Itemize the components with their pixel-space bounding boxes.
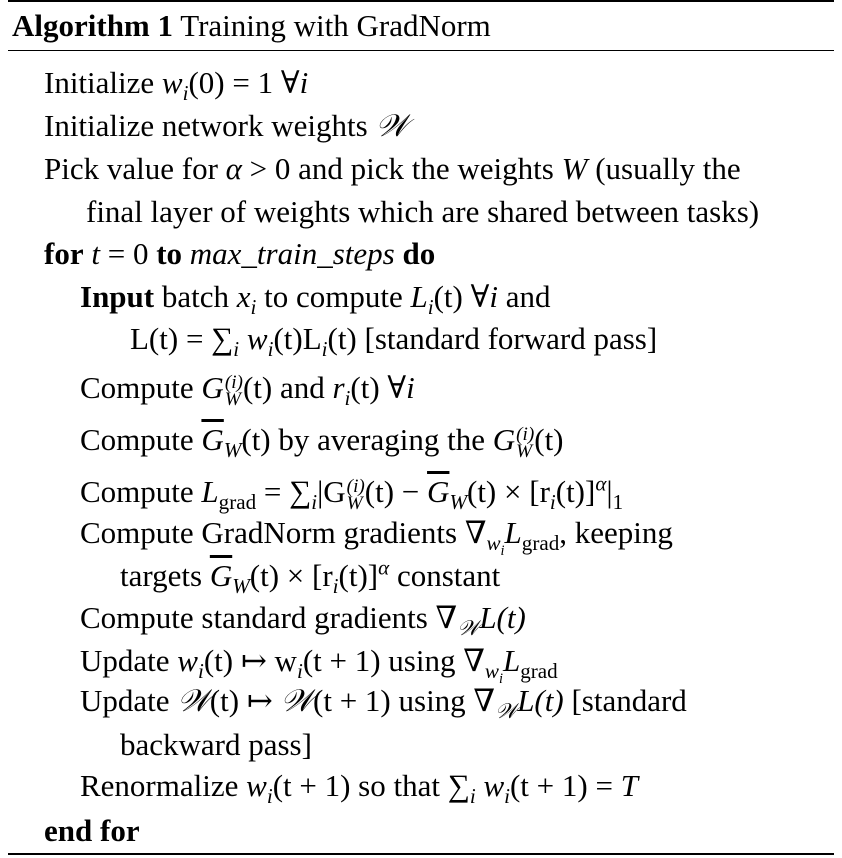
math: i (299, 65, 309, 100)
math-supsub (516, 423, 535, 462)
algorithm-caption (12, 10, 491, 41)
math-sub: 𝒲 (457, 615, 480, 641)
math-sub: i (266, 784, 273, 809)
math: (t) (534, 422, 564, 457)
text: > 0 and pick the weights (241, 151, 562, 186)
math-sub: w (486, 531, 501, 556)
math-sup: (i) (224, 371, 243, 393)
math: $\overline{G}$ (201, 422, 224, 457)
text: Renormalize (80, 768, 247, 803)
math-sub: W (224, 388, 241, 410)
math-sub: W (449, 490, 467, 515)
math: max_train_steps (182, 236, 403, 271)
math: G (201, 370, 224, 405)
algo-line-13 (80, 600, 526, 641)
algo-line-8 (80, 370, 415, 411)
top-rule (8, 0, 834, 2)
math: W (561, 151, 588, 186)
text: backward pass] (120, 727, 312, 762)
math: r (332, 370, 345, 405)
math-sub: grad (218, 490, 257, 515)
algo-line-17 (80, 768, 638, 809)
math: w (475, 768, 505, 803)
math: L (201, 474, 219, 509)
math-sub: i (549, 490, 556, 515)
math: 𝒲 (375, 108, 408, 144)
math-sub: i (311, 490, 318, 515)
math: (t) ↦ w (203, 643, 297, 678)
math: L(t) = ∑ (130, 321, 234, 356)
text: (t) [standard forward pass] (327, 321, 658, 356)
math: i (406, 370, 415, 405)
algo-line-6 (80, 279, 551, 320)
math-sup: (i) (516, 423, 535, 445)
text: batch (154, 279, 237, 314)
math: |G (317, 474, 346, 509)
math: (t) × [r (249, 558, 333, 593)
math: (t + 1) = (509, 768, 621, 803)
keyword: Input (80, 279, 155, 314)
math-sub: grad (520, 659, 558, 684)
math-sub: i (296, 659, 303, 684)
math-sub: i (504, 784, 510, 809)
math: = 0 (99, 236, 157, 271)
text: Update (80, 683, 178, 718)
caption-rule (8, 50, 834, 51)
math: w (161, 65, 183, 100)
math: x (236, 279, 251, 314)
text: Compute standard gradients ∇ (80, 600, 458, 635)
math: | (606, 474, 613, 509)
math: T (620, 768, 638, 803)
text: Compute (80, 422, 202, 457)
math-sub: W (516, 440, 533, 462)
algo-line-9 (80, 422, 564, 463)
algorithm-label: Algorithm 1 (12, 8, 174, 43)
text: Compute (80, 474, 202, 509)
math-sub: 𝒲 (495, 698, 518, 724)
math: (t) ∀ (350, 370, 407, 405)
text: (t) and (242, 370, 333, 405)
text: [standard (563, 683, 687, 718)
math-subsub: i (498, 671, 503, 688)
math: 𝒲 (280, 683, 314, 719)
math-sup: α (595, 471, 607, 496)
math-sub: i (233, 337, 240, 362)
math: = ∑ (256, 474, 312, 509)
math: L(t) (479, 600, 526, 635)
algo-line-1 (44, 65, 309, 106)
math: $\overline{G}$ (427, 474, 450, 509)
math: i (489, 279, 498, 314)
algo-line-18 (44, 815, 140, 846)
math-supsub (346, 475, 365, 514)
math: (t + 1) so that ∑ (272, 768, 470, 803)
math: (0) = 1 ∀ (188, 65, 300, 100)
algo-line-12 (120, 555, 501, 599)
text: Initialize (44, 65, 162, 100)
math-sub: i (197, 659, 204, 684)
keyword: end for (44, 813, 140, 848)
keyword: do (402, 236, 436, 271)
algo-line-16 (120, 729, 312, 760)
text: targets (120, 558, 210, 593)
math: L (410, 279, 428, 314)
math: w (246, 768, 267, 803)
algorithm-title: Training with GradNorm (180, 8, 491, 43)
math: α (225, 151, 242, 186)
math: (t) − (364, 474, 428, 509)
algo-line-3 (44, 153, 741, 184)
math-sub: i (344, 386, 351, 411)
math: G (492, 422, 516, 457)
math: (t)L (273, 321, 322, 356)
algo-line-10 (80, 471, 624, 515)
keyword: for (44, 236, 84, 271)
text: Update (80, 643, 178, 678)
math-sub (484, 659, 503, 688)
math: 𝒲 (177, 683, 210, 719)
math: (t + 1) using ∇ (302, 643, 485, 678)
math: L (504, 515, 522, 550)
text: to compute (256, 279, 411, 314)
algo-line-2 (44, 110, 408, 142)
math: (t + 1) using ∇ (313, 683, 496, 718)
math: (t) × [r (467, 474, 550, 509)
math-sup: α (378, 555, 390, 580)
math: L (502, 643, 521, 678)
bottom-rule (8, 853, 834, 855)
math-sub: i (182, 81, 189, 106)
text: Pick value for (44, 151, 226, 186)
algo-line-5 (44, 238, 435, 269)
math: (t)] (555, 474, 596, 509)
algo-line-11 (80, 515, 673, 560)
math-supsub (224, 371, 243, 410)
math-sub: w (484, 659, 499, 684)
algo-line-15 (80, 683, 687, 724)
math: t (83, 236, 100, 271)
math-sub: i (321, 337, 328, 362)
math: L(t) (517, 683, 564, 718)
math-sup: (i) (346, 475, 365, 497)
text: constant (389, 558, 501, 593)
math-sub: W (346, 492, 363, 514)
math-sub: i (427, 295, 434, 320)
algo-line-14 (80, 643, 558, 688)
math-sub: grad (521, 531, 560, 556)
math-sub: i (332, 574, 339, 599)
math-sub: i (267, 337, 274, 362)
math-sub: i (469, 784, 476, 809)
math: (t) ↦ (209, 683, 281, 718)
math: (t)] (338, 558, 379, 593)
text: final layer of weights which are shared between tasks) (86, 194, 760, 229)
math-sub: W (232, 574, 250, 599)
math: w (177, 643, 198, 678)
math-sub (486, 531, 505, 560)
text: (t) by averaging the (241, 422, 493, 457)
math-sub: i (250, 295, 257, 320)
math: $\overline{G}$ (209, 558, 233, 593)
text: , keeping (559, 515, 673, 550)
math: (t) ∀ (433, 279, 490, 314)
text: Compute GradNorm gradients ∇ (80, 515, 487, 550)
math-sub: 1 (612, 490, 624, 515)
math-subsub: i (500, 543, 505, 560)
algo-line-4 (86, 196, 759, 227)
math: w (239, 321, 268, 356)
text: (usually the (587, 151, 741, 186)
algo-line-7 (130, 321, 658, 362)
text: and (497, 279, 551, 314)
text: Initialize network weights (44, 108, 376, 143)
text: Compute (80, 370, 202, 405)
keyword: to (156, 236, 183, 271)
math-sub: W (223, 438, 242, 463)
